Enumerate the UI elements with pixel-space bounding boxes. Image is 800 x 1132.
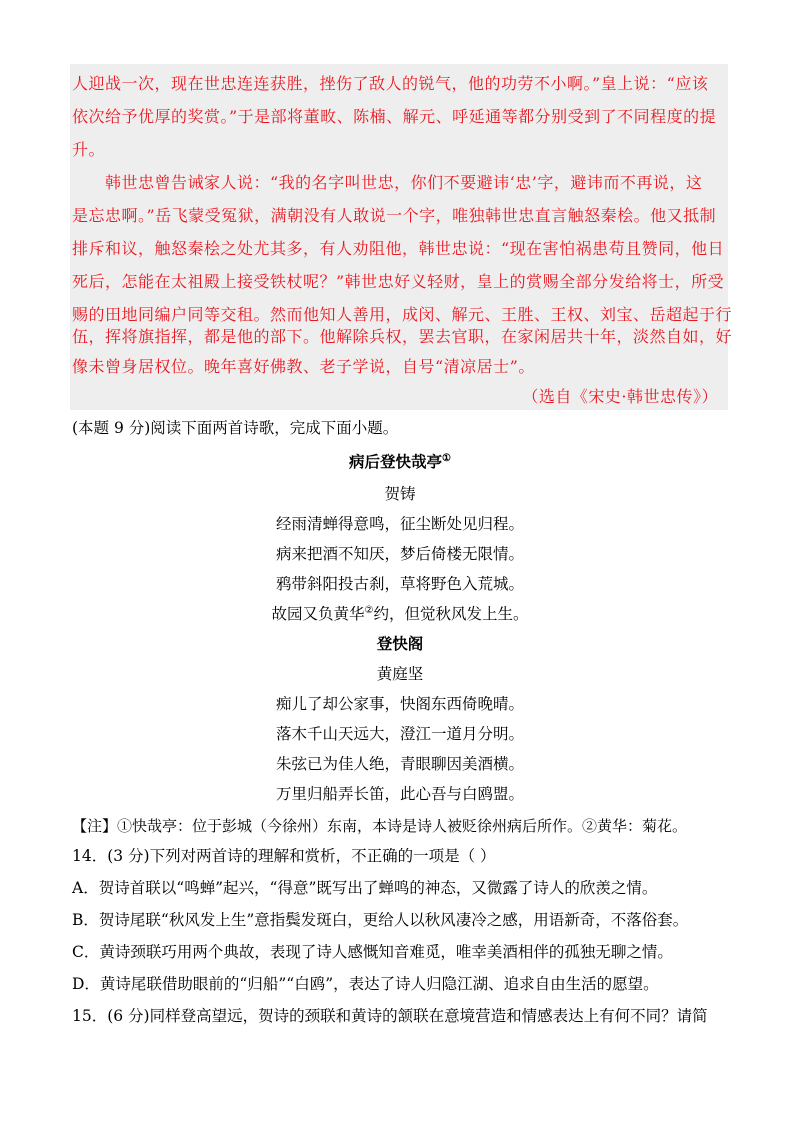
passage-line: 像未曾身居权位。晚年喜好佛教、老子学说，自号“清凉居士”。 bbox=[72, 357, 535, 376]
question-14-option-a: A．贺诗首联以“鸣蝉”起兴，“得意”既写出了蝉鸣的神态，又微露了诗人的欣羡之情。 bbox=[72, 879, 658, 897]
question-14-option-d: D．黄诗尾联借助眼前的“归船”“白鸥”，表达了诗人归隐江湖、追求自由生活的愿望。 bbox=[72, 975, 659, 993]
passage-line: 是忘忠啊。”岳飞蒙受冤狱，满朝没有人敢说一个字，唯独韩世忠直言触怒秦桧。他又抵制 bbox=[72, 206, 717, 225]
question-intro: (本题 9 分)阅读下面两首诗歌，完成下面小题。 bbox=[72, 419, 399, 437]
question-14-option-b: B．贺诗尾联“秋风发上生”意指鬓发斑白，更给人以秋风凄冷之感，用语新奇，不落俗套。 bbox=[72, 911, 689, 929]
poem1-title-text: 病后登快哉亭 bbox=[349, 452, 443, 471]
passage-line: 排斥和议，触怒秦桧之处尤其多，有人劝阻他，韩世忠说：“现在害怕祸患苟且赞同，他日 bbox=[72, 239, 725, 258]
poem2-line: 万里归船弄长笛，此心吾与白鸥盟。 bbox=[275, 785, 524, 803]
question-14-option-c: C．黄诗颈联巧用两个典故，表现了诗人感慨知音难觅，唯幸美酒相伴的孤独无聊之情。 bbox=[72, 943, 673, 961]
poem1-line bbox=[0, 600, 800, 628]
passage-line: 人迎战一次，现在世忠连连获胜，挫伤了敌人的锐气，他的功劳不小啊。”皇上说：“应该 bbox=[72, 74, 709, 93]
poem2-line: 朱弦已为佳人绝，青眼聊因美酒横。 bbox=[275, 755, 524, 773]
passage-line: 赐的田地同编户同等交租。然而他知人善用，成闵、解元、王胜、王权、刘宝、岳超起于行 bbox=[72, 305, 733, 324]
poem1-title-note: ① bbox=[442, 452, 451, 464]
passage-line: 升。 bbox=[72, 140, 106, 159]
poem1-last-line-note: ② bbox=[364, 604, 374, 616]
poem2-line: 落木千山天远大，澄江一道月分明。 bbox=[275, 725, 524, 743]
poem-notes: 【注】①快哉亭：位于彭城（今徐州）东南，本诗是诗人被贬徐州病后所作。②黄华：菊花。 bbox=[72, 817, 688, 835]
passage-line: 韩世忠曾告诫家人说：“我的名字叫世忠，你们不要避讳‘忠’字，避讳而不再说，这 bbox=[72, 173, 703, 192]
passage-source: （选自《宋史·韩世忠传》） bbox=[522, 387, 718, 406]
question-14-stem: 14．(3 分)下列对两首诗的理解和赏析，不正确的一项是（ ） bbox=[72, 847, 496, 865]
passage-line: 伍，挥将旗指挥，都是他的部下。他解除兵权，罢去官职，在家闲居共十年，淡然自如，好 bbox=[72, 327, 733, 346]
poem2-author: 黄庭坚 bbox=[376, 665, 424, 683]
poem2-title: 登快阁 bbox=[376, 634, 424, 653]
poem2-line: 痴儿了却公家事，快阁东西倚晚晴。 bbox=[275, 695, 524, 713]
passage-line: 死后，怎能在太祖殿上接受铁杖呢？”韩世忠好义轻财，皇上的赏赐全部分发给将士，所受 bbox=[72, 272, 725, 291]
poem1-line: 病来把酒不知厌，梦后倚楼无限情。 bbox=[275, 545, 524, 563]
passage-line: 依次给予优厚的奖赏。”于是部将董畋、陈楠、解元、呼延通等都分别受到了不同程度的提 bbox=[72, 107, 717, 126]
question-15-stem: 15．(6 分)同样登高望远，贺诗的颈联和黄诗的颔联在意境营造和情感表达上有何不同？请简 bbox=[72, 1007, 708, 1025]
poem1-line: 鸦带斜阳投古刹，草将野色入荒城。 bbox=[275, 575, 524, 593]
poem1-author: 贺铸 bbox=[384, 485, 416, 503]
poem1-last-line-after: 约，但觉秋风发上生。 bbox=[373, 605, 529, 623]
poem1-title bbox=[0, 448, 800, 476]
poem1-line: 经雨清蝉得意鸣，征尘断处见归程。 bbox=[275, 515, 524, 533]
poem1-last-line-before: 故园又负黄华 bbox=[271, 605, 365, 623]
